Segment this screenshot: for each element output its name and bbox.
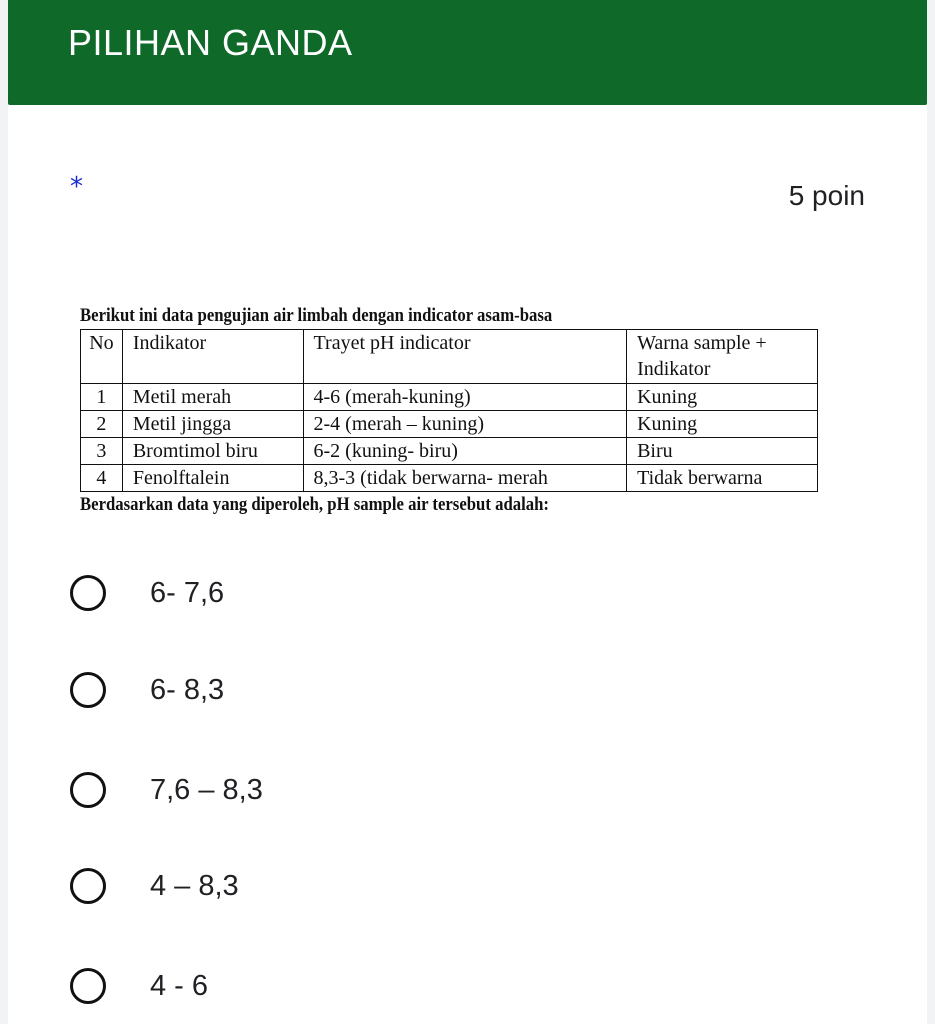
required-marker: * [70, 172, 83, 202]
cell-color: Tidak berwarna [627, 465, 818, 492]
radio-button[interactable] [70, 575, 106, 611]
option-label[interactable]: 4 – 8,3 [150, 869, 239, 902]
option-3[interactable] [70, 765, 263, 815]
section-title: PILIHAN GANDA [68, 22, 353, 63]
header-cell-color: Warna sample + Indikator [627, 330, 818, 384]
question-prompt: Berdasarkan data yang diperoleh, pH sample air tersebut adalah: [80, 494, 549, 515]
radio-button[interactable] [70, 968, 106, 1004]
option-1[interactable] [70, 568, 224, 618]
question-image [80, 305, 820, 518]
cell-indicator: Metil jingga [122, 411, 303, 438]
table-row [81, 438, 818, 465]
cell-ph-range: 2-4 (merah – kuning) [303, 411, 627, 438]
table-row [81, 384, 818, 411]
option-5[interactable] [70, 961, 208, 1011]
cell-ph-range: 6-2 (kuning- biru) [303, 438, 627, 465]
cell-no: 3 [81, 438, 123, 465]
question-intro: Berikut ini data pengujian air limbah dengan indicator asam-basa [80, 305, 553, 326]
cell-no: 4 [81, 465, 123, 492]
header-cell-no: No [81, 330, 123, 384]
option-label[interactable]: 6- 7,6 [150, 576, 225, 609]
cell-no: 2 [81, 411, 123, 438]
table-header-row [81, 330, 818, 384]
cell-indicator: Metil merah [122, 384, 303, 411]
option-4[interactable] [70, 861, 239, 911]
cell-color: Biru [627, 438, 818, 465]
table-row [81, 465, 818, 492]
cell-indicator: Bromtimol biru [122, 438, 303, 465]
section-header [8, 0, 927, 105]
indicator-table [80, 329, 818, 492]
option-label[interactable]: 7,6 – 8,3 [150, 773, 263, 806]
cell-ph-range: 8,3-3 (tidak berwarna- merah [303, 465, 627, 492]
header-cell-indicator: Indikator [122, 330, 303, 384]
cell-indicator: Fenolftalein [122, 465, 303, 492]
option-label[interactable]: 4 - 6 [150, 969, 209, 1002]
radio-button[interactable] [70, 772, 106, 808]
table-row [81, 411, 818, 438]
header-cell-ph-range: Trayet pH indicator [303, 330, 627, 384]
radio-button[interactable] [70, 672, 106, 708]
cell-color: Kuning [627, 384, 818, 411]
points-label: 5 poin [788, 180, 865, 211]
cell-ph-range: 4-6 (merah-kuning) [303, 384, 627, 411]
radio-button[interactable] [70, 868, 106, 904]
cell-no: 1 [81, 384, 123, 411]
option-2[interactable] [70, 665, 224, 715]
option-label[interactable]: 6- 8,3 [150, 673, 225, 706]
cell-color: Kuning [627, 411, 818, 438]
